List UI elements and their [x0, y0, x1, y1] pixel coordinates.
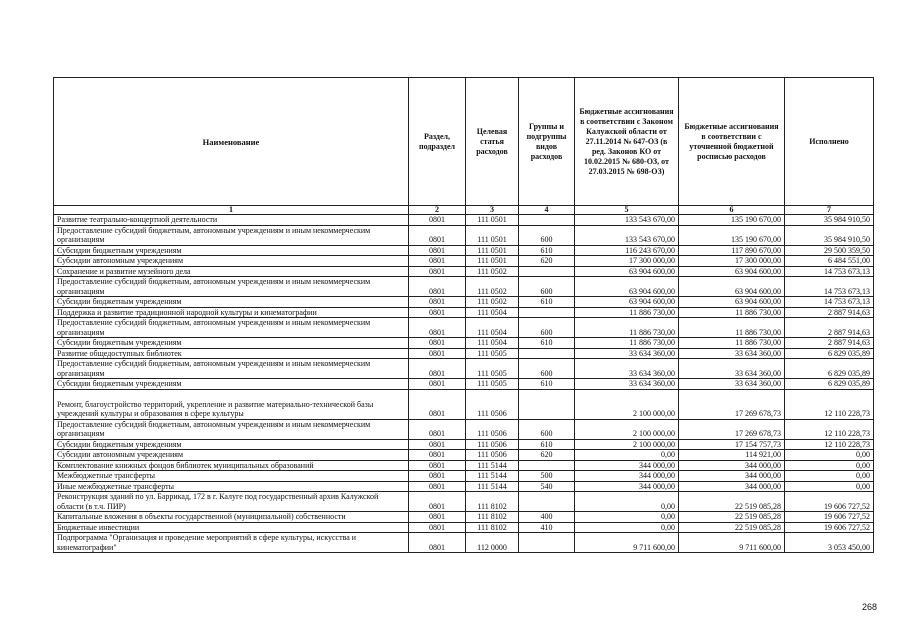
- row-group: 610: [519, 297, 575, 308]
- row-schedule: 63 904 600,00: [679, 266, 785, 277]
- row-law: 344 000,00: [575, 460, 679, 471]
- row-schedule: 17 269 678,73: [679, 419, 785, 439]
- row-executed: 19 606 727,52: [785, 522, 874, 533]
- row-law: 11 886 730,00: [575, 318, 679, 338]
- row-schedule: 11 886 730,00: [679, 338, 785, 349]
- row-section: 0801: [409, 492, 466, 512]
- table-row: [54, 318, 874, 338]
- row-schedule: 33 634 360,00: [679, 379, 785, 390]
- row-group: 540: [519, 481, 575, 492]
- row-name: Развитие общедоступных библиотек: [54, 348, 409, 359]
- table-row: [54, 379, 874, 390]
- row-section: 0801: [409, 379, 466, 390]
- row-group: 620: [519, 256, 575, 267]
- row-group: [519, 215, 575, 226]
- header-target: Целевая статья расходов: [466, 78, 519, 206]
- row-name: Субсидии автономным учреждениям: [54, 256, 409, 267]
- row-section: 0801: [409, 533, 466, 553]
- table-row: [54, 419, 874, 439]
- row-section: 0801: [409, 359, 466, 379]
- row-executed: 6 829 035,89: [785, 359, 874, 379]
- row-target: 111 0505: [466, 379, 519, 390]
- row-law: 116 243 670,00: [575, 245, 679, 256]
- row-schedule: 17 300 000,00: [679, 256, 785, 267]
- row-target: 111 0501: [466, 256, 519, 267]
- row-group: 610: [519, 245, 575, 256]
- row-group: 610: [519, 379, 575, 390]
- row-executed: 0,00: [785, 460, 874, 471]
- row-target: 111 0506: [466, 439, 519, 450]
- row-name: Бюджетные инвестиции: [54, 522, 409, 533]
- row-law: 0,00: [575, 450, 679, 461]
- row-executed: 19 606 727,52: [785, 512, 874, 523]
- column-number-row: [54, 206, 874, 215]
- row-section: 0801: [409, 481, 466, 492]
- row-law: 133 543 670,00: [575, 215, 679, 226]
- row-target: 111 0506: [466, 450, 519, 461]
- row-schedule: 22 519 085,28: [679, 512, 785, 523]
- row-schedule: 11 886 730,00: [679, 307, 785, 318]
- row-group: [519, 348, 575, 359]
- row-executed: 12 110 228,73: [785, 419, 874, 439]
- row-schedule: 17 269 678,73: [679, 389, 785, 419]
- row-law: 2 100 000,00: [575, 389, 679, 419]
- row-executed: 12 110 228,73: [785, 439, 874, 450]
- row-executed: 2 887 914,63: [785, 318, 874, 338]
- row-schedule: 344 000,00: [679, 481, 785, 492]
- column-number: 4: [519, 206, 575, 215]
- row-group: [519, 460, 575, 471]
- row-schedule: 344 000,00: [679, 460, 785, 471]
- row-executed: 3 053 450,00: [785, 533, 874, 553]
- row-group: 400: [519, 512, 575, 523]
- row-target: 111 0502: [466, 297, 519, 308]
- row-law: 63 904 600,00: [575, 277, 679, 297]
- table-row: [54, 338, 874, 349]
- row-name: Капитальные вложения в объекты государственной (муниципальной) собственности: [54, 512, 409, 523]
- row-name: Ремонт, благоустройство территорий, укрепление и развитие материально-технической базы учреждений культуры и образования в сфере культуры: [54, 389, 409, 419]
- row-executed: 0,00: [785, 450, 874, 461]
- row-law: 11 886 730,00: [575, 307, 679, 318]
- row-law: 2 100 000,00: [575, 419, 679, 439]
- row-group: 620: [519, 450, 575, 461]
- row-target: 111 0504: [466, 307, 519, 318]
- row-name: Предоставление субсидий бюджетным, автономным учреждениям и иным некоммерческим организациям: [54, 225, 409, 245]
- row-law: 63 904 600,00: [575, 297, 679, 308]
- row-section: 0801: [409, 439, 466, 450]
- row-target: 111 0502: [466, 266, 519, 277]
- row-name: Реконструкция зданий по ул. Баррикад, 172 в г. Калуге под государственный архив Калужской области (в т.ч. ПИР): [54, 492, 409, 512]
- row-section: 0801: [409, 522, 466, 533]
- row-name: Развитие театрально-концертной деятельности: [54, 215, 409, 226]
- row-section: 0801: [409, 419, 466, 439]
- table-row: [54, 533, 874, 553]
- row-name: Субсидии бюджетным учреждениям: [54, 245, 409, 256]
- column-number: 5: [575, 206, 679, 215]
- row-section: 0801: [409, 307, 466, 318]
- table-row: [54, 225, 874, 245]
- row-section: 0801: [409, 512, 466, 523]
- row-target: 111 0506: [466, 389, 519, 419]
- row-section: 0801: [409, 297, 466, 308]
- row-law: 33 634 360,00: [575, 379, 679, 390]
- row-group: 610: [519, 439, 575, 450]
- header-section: Раздел, подраздел: [409, 78, 466, 206]
- header-schedule-assignments: Бюджетные ассигнования в соответствии с уточненной бюджетной росписью расходов: [679, 78, 785, 206]
- row-law: 133 543 670,00: [575, 225, 679, 245]
- row-name: Иные межбюджетные трансферты: [54, 481, 409, 492]
- row-section: 0801: [409, 256, 466, 267]
- row-law: 0,00: [575, 512, 679, 523]
- row-section: 0801: [409, 471, 466, 482]
- row-executed: 14 753 673,13: [785, 266, 874, 277]
- row-law: 63 904 600,00: [575, 266, 679, 277]
- row-schedule: 344 000,00: [679, 471, 785, 482]
- row-law: 33 634 360,00: [575, 348, 679, 359]
- row-law: 11 886 730,00: [575, 338, 679, 349]
- row-target: 111 8102: [466, 522, 519, 533]
- row-target: 111 0506: [466, 419, 519, 439]
- row-law: 0,00: [575, 522, 679, 533]
- row-executed: 19 606 727,52: [785, 492, 874, 512]
- row-target: 111 0501: [466, 225, 519, 245]
- row-group: 600: [519, 359, 575, 379]
- column-number: 2: [409, 206, 466, 215]
- row-section: 0801: [409, 215, 466, 226]
- table-row: [54, 215, 874, 226]
- column-number: 1: [54, 206, 409, 215]
- row-section: 0801: [409, 348, 466, 359]
- budget-table: [53, 77, 874, 553]
- row-group: 410: [519, 522, 575, 533]
- row-schedule: 17 154 757,73: [679, 439, 785, 450]
- row-executed: 2 887 914,63: [785, 307, 874, 318]
- row-name: Предоставление субсидий бюджетным, автономным учреждениям и иным некоммерческим организациям: [54, 318, 409, 338]
- row-group: 500: [519, 471, 575, 482]
- row-law: 344 000,00: [575, 481, 679, 492]
- table-row: [54, 460, 874, 471]
- row-law: 344 000,00: [575, 471, 679, 482]
- table-row: [54, 450, 874, 461]
- table-row: [54, 439, 874, 450]
- row-law: 33 634 360,00: [575, 359, 679, 379]
- row-section: 0801: [409, 338, 466, 349]
- table-row: [54, 359, 874, 379]
- header-executed: Исполнено: [785, 78, 874, 206]
- row-executed: 14 753 673,13: [785, 277, 874, 297]
- row-name: Поддержка и развитие традиционной народной культуры и кинематографии: [54, 307, 409, 318]
- row-group: 600: [519, 225, 575, 245]
- row-name: Межбюджетные трансферты: [54, 471, 409, 482]
- page-number: 268: [862, 602, 878, 612]
- row-executed: 0,00: [785, 471, 874, 482]
- column-number: 3: [466, 206, 519, 215]
- row-executed: 6 829 035,89: [785, 348, 874, 359]
- row-schedule: 11 886 730,00: [679, 318, 785, 338]
- row-name: Подпрограмма "Организация и проведение мероприятий в сфере культуры, искусства и кинематографии": [54, 533, 409, 553]
- row-schedule: 33 634 360,00: [679, 348, 785, 359]
- row-law: 2 100 000,00: [575, 439, 679, 450]
- table-row: [54, 389, 874, 419]
- table-row: [54, 481, 874, 492]
- row-target: 111 0501: [466, 215, 519, 226]
- row-name: Комплектование книжных фондов библиотек муниципальных образований: [54, 460, 409, 471]
- table-row: [54, 348, 874, 359]
- row-schedule: 9 711 600,00: [679, 533, 785, 553]
- row-schedule: 63 904 600,00: [679, 297, 785, 308]
- row-executed: 2 887 914,63: [785, 338, 874, 349]
- row-schedule: 22 519 085,28: [679, 492, 785, 512]
- row-section: 0801: [409, 318, 466, 338]
- row-target: 111 0504: [466, 318, 519, 338]
- row-section: 0801: [409, 450, 466, 461]
- row-schedule: 135 190 670,00: [679, 225, 785, 245]
- table-row: [54, 256, 874, 267]
- row-target: 111 0504: [466, 338, 519, 349]
- table-row: [54, 277, 874, 297]
- row-section: 0801: [409, 389, 466, 419]
- row-target: 111 8102: [466, 512, 519, 523]
- row-section: 0801: [409, 225, 466, 245]
- table-row: [54, 245, 874, 256]
- row-name: Сохранение и развитие музейного дела: [54, 266, 409, 277]
- row-group: [519, 492, 575, 512]
- row-target: 111 5144: [466, 481, 519, 492]
- row-target: 111 0502: [466, 277, 519, 297]
- table-row: [54, 297, 874, 308]
- table-row: [54, 266, 874, 277]
- row-name: Субсидии бюджетным учреждениям: [54, 297, 409, 308]
- table-row: [54, 471, 874, 482]
- row-target: 112 0000: [466, 533, 519, 553]
- column-number: 6: [679, 206, 785, 215]
- row-group: [519, 266, 575, 277]
- row-name: Субсидии автономным учреждениям: [54, 450, 409, 461]
- header-groups: Группы и подгруппы видов расходов: [519, 78, 575, 206]
- table-row: [54, 512, 874, 523]
- row-group: [519, 389, 575, 419]
- row-name: Предоставление субсидий бюджетным, автономным учреждениям и иным некоммерческим организациям: [54, 359, 409, 379]
- row-executed: 35 984 910,50: [785, 225, 874, 245]
- row-section: 0801: [409, 277, 466, 297]
- column-number: 7: [785, 206, 874, 215]
- row-target: 111 8102: [466, 492, 519, 512]
- row-schedule: 22 519 085,28: [679, 522, 785, 533]
- row-target: 111 5144: [466, 471, 519, 482]
- header-law-assignments: Бюджетные ассигнования в соответствии с Законом Калужской области от 27.11.2014 № 647-ОЗ (в ред. Законов КО от 10.02.2015 № 680-ОЗ, от 27.03.2015 № 698-ОЗ): [575, 78, 679, 206]
- row-section: 0801: [409, 245, 466, 256]
- row-group: 600: [519, 318, 575, 338]
- row-executed: 29 500 359,50: [785, 245, 874, 256]
- row-name: Субсидии бюджетным учреждениям: [54, 338, 409, 349]
- row-executed: 6 484 551,00: [785, 256, 874, 267]
- row-group: 610: [519, 338, 575, 349]
- table-row: [54, 492, 874, 512]
- table-row: [54, 307, 874, 318]
- row-schedule: 63 904 600,00: [679, 277, 785, 297]
- header-name: Наименование: [54, 78, 409, 206]
- row-target: 111 0501: [466, 245, 519, 256]
- header-row: [54, 78, 874, 206]
- row-law: 17 300 000,00: [575, 256, 679, 267]
- row-name: Субсидии бюджетным учреждениям: [54, 439, 409, 450]
- row-law: 0,00: [575, 492, 679, 512]
- row-executed: 6 829 035,89: [785, 379, 874, 390]
- row-group: [519, 307, 575, 318]
- row-group: 600: [519, 419, 575, 439]
- row-schedule: 117 890 670,00: [679, 245, 785, 256]
- row-group: [519, 533, 575, 553]
- row-target: 111 0505: [466, 359, 519, 379]
- row-name: Субсидии бюджетным учреждениям: [54, 379, 409, 390]
- row-executed: 0,00: [785, 481, 874, 492]
- row-target: 111 0505: [466, 348, 519, 359]
- row-section: 0801: [409, 460, 466, 471]
- row-target: 111 5144: [466, 460, 519, 471]
- row-executed: 35 984 910,50: [785, 215, 874, 226]
- row-schedule: 135 190 670,00: [679, 215, 785, 226]
- row-section: 0801: [409, 266, 466, 277]
- row-executed: 14 753 673,13: [785, 297, 874, 308]
- row-schedule: 114 921,00: [679, 450, 785, 461]
- row-law: 9 711 600,00: [575, 533, 679, 553]
- row-schedule: 33 634 360,00: [679, 359, 785, 379]
- row-name: Предоставление субсидий бюджетным, автономным учреждениям и иным некоммерческим организациям: [54, 277, 409, 297]
- row-group: 600: [519, 277, 575, 297]
- table-row: [54, 522, 874, 533]
- row-name: Предоставление субсидий бюджетным, автономным учреждениям и иным некоммерческим организациям: [54, 419, 409, 439]
- row-executed: 12 110 228,73: [785, 389, 874, 419]
